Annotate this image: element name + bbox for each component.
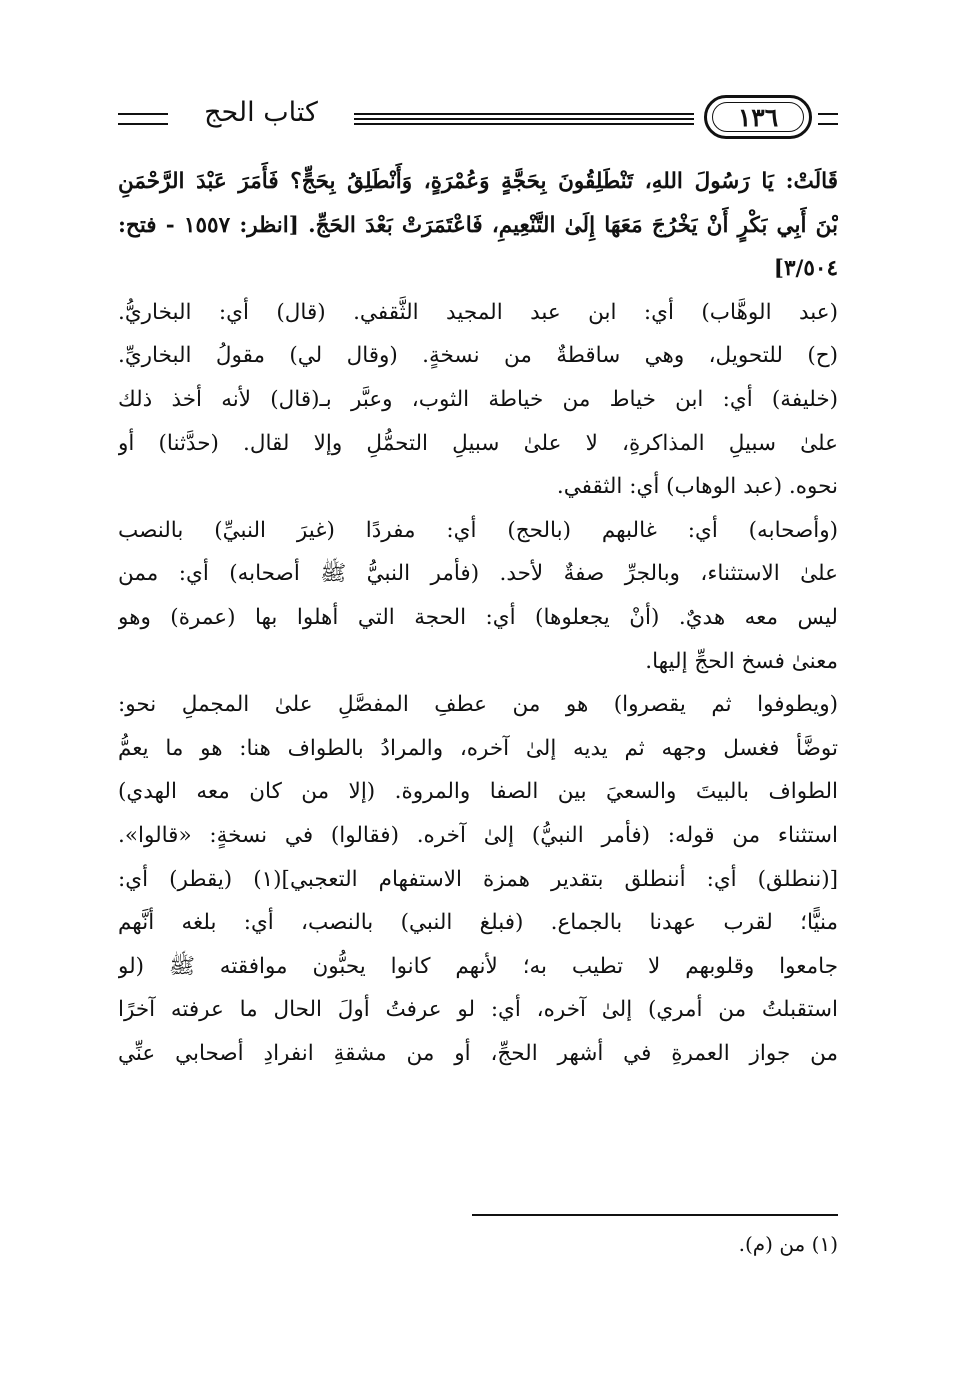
running-title: كتاب الحج	[204, 97, 318, 128]
commentary-line: (ويطوفوا ثم يقصروا) هو من عطفِ المفصَّلِ علىٰ المجملِ نحو:	[118, 692, 838, 718]
header-rule-middle	[354, 113, 694, 123]
commentary-line: [(ننطلق) أي: أننطلق بتقدير همزة الاستفهام التعجبي](١) (يقطر) أي:	[118, 866, 838, 892]
commentary-line: معنىٰ فسخ الحجِّ إليها.	[645, 648, 838, 674]
hadith-line: قَالَتْ: يَا رَسُولَ اللهِ، تَنْطَلِقُونَ بِحَجَّةٍ وَعُمْرَةٍ، وَأَنْطَلِقُ بِحَجٍّ؟ فَأَمَرَ عَبْدَ الرَّحْمَنِ	[118, 169, 838, 194]
hadith-line: ٣/٥٠٤]	[773, 256, 838, 282]
commentary-line: (وأصحابه) أي: غالبهم (بالحج) أي: مفردًا (غيرَ النبيِّ) بالنصب	[118, 517, 838, 543]
commentary-line: ليس معه هديٌ. (أنْ يجعلوها) أي: الحجة التي أهلوا بها (عمرة) وهو	[118, 604, 838, 630]
commentary-line: منيًّا؛ لقرب عهدنا بالجماع. (فبلغ النبي) بالنصب، أي: بلغه أنَّهم	[118, 910, 838, 936]
commentary-line: توضَّأ فغسل وجهه ثم يديه إلىٰ آخره، والمرادُ بالطواف هنا: هو ما يعمُّ	[118, 735, 838, 761]
hadith-line: بْنَ أَبِي بَكْرٍ أَنْ يَخْرُجَ مَعَهَا إِلَىٰ التَّنْعِيمِ، فَاعْتَمَرَتْ بَعْدَ الحَجِّ. [انظر: ١٥٥٧ - فتح:	[118, 212, 838, 238]
footnote-separator	[472, 1214, 838, 1216]
commentary-line: استثناء من قوله: (فأمر النبيُّ) إلىٰ آخره. (فقالوا) في نسخةٍ: «قالوا».	[118, 822, 838, 848]
commentary-line: علىٰ الاستثناء، وبالجرِّ صفةٌ لأحد. (فأمر النبيُّ ﷺ أصحابه) أي: ممن	[118, 561, 838, 587]
commentary-line: استقبلتُ من أمري) إلىٰ آخره، أي: لو عرفتُ أولَ الحال ما عرفته آخرًا	[118, 997, 838, 1023]
commentary-line: علىٰ سبيلِ المذاكرةِ، لا علىٰ سبيلِ التحمُّلِ وإلا لقال. (حدَّثنا) أو	[118, 430, 838, 456]
commentary-line: من جواز العمرةِ في أشهر الحجِّ، أو من مشقةِ انفرادِ أصحابي عنِّي	[118, 1040, 838, 1066]
footnote: (١) من (م).	[738, 1232, 838, 1256]
commentary-line: الطواف بالبيتَ والسعيَ بين الصفا والمروة. (إلا من كان معه الهدي)	[118, 779, 838, 805]
commentary-line: (ح) للتحويل، وهي ساقطةٌ من نسخةٍ. (وقال لي) مقولُ البخاريِّ.	[118, 343, 838, 369]
commentary-line: جامعوا وقلوبهم لا تطيب به؛ لأنهم كانوا يحبُّون موافقته ﷺ (لو	[118, 953, 838, 979]
commentary-line: (خليفة) أي: ابن خياط من خياطة الثوب، وعبَّر بـ(قال) لأنه أخذ ذلك	[118, 386, 838, 412]
header-rule-right	[818, 113, 838, 123]
page-number-frame	[704, 95, 812, 139]
page-header	[118, 95, 838, 145]
main-text	[118, 160, 838, 1075]
commentary-line: نحوه. (عبد الوهاب) أي: الثقفي.	[556, 474, 838, 500]
commentary-line: (عبد الوهَّاب) أي: ابن عبد المجيد الثَّقفي. (قال) أي: البخاريُّ.	[118, 299, 838, 325]
page-number: ١٣٦	[737, 103, 779, 132]
header-rule-left	[118, 113, 168, 123]
